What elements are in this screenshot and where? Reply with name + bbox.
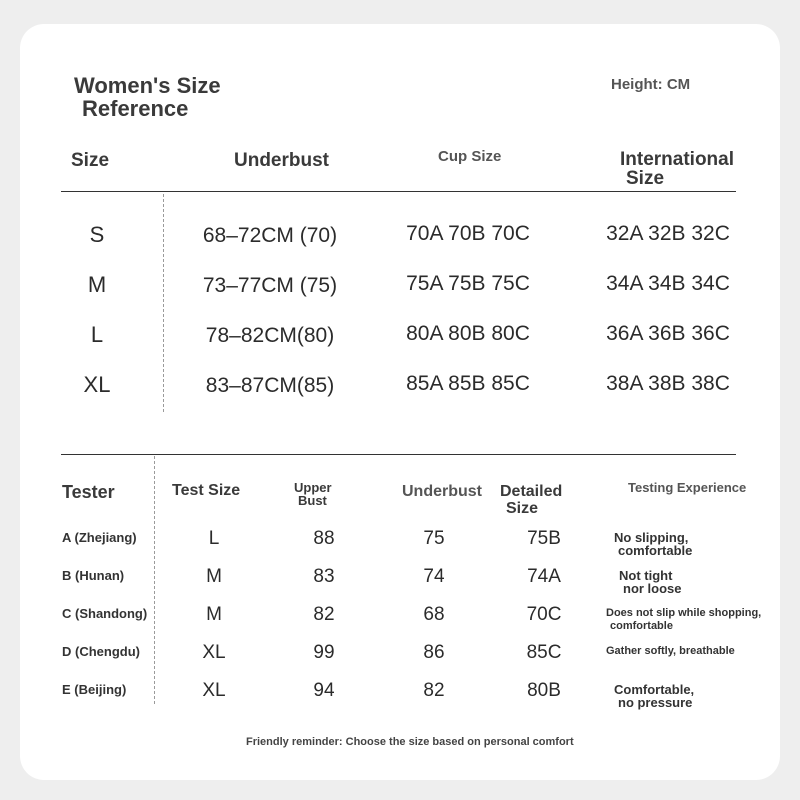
experience-line-1: Not tight xyxy=(619,568,673,583)
size-cell: S xyxy=(89,222,105,247)
underbust-cell: 68 xyxy=(423,604,445,625)
size-cell: XL xyxy=(83,372,111,397)
experience-line-2: no pressure xyxy=(618,695,693,710)
upper-bust-cell: 94 xyxy=(313,680,335,701)
header-detailed-line1: Detailed xyxy=(500,483,563,500)
size-column-separator xyxy=(163,194,164,412)
title-line-1: Women's Size xyxy=(74,73,221,98)
testing-experience-cell xyxy=(614,683,694,709)
testing-experience-cell xyxy=(619,569,682,595)
underbust-cell: 73–77CM (75) xyxy=(202,274,338,297)
underbust-cell: 68–72CM (70) xyxy=(202,224,338,247)
header-upper-line1: Upper xyxy=(294,480,332,495)
international-size-cell: 34A 34B 34C xyxy=(606,272,730,295)
testing-experience-cell xyxy=(606,607,761,633)
underbust-cell: 74 xyxy=(423,566,445,587)
underbust-cell: 83–87CM(85) xyxy=(205,374,335,397)
detailed-size-cell: 85C xyxy=(526,642,562,663)
upper-bust-cell: 99 xyxy=(313,642,335,663)
detailed-size-cell: 80B xyxy=(527,680,561,701)
header-international-line1: International xyxy=(620,149,735,170)
header-underbust: Underbust xyxy=(234,150,329,171)
test-size-cell: L xyxy=(208,528,220,549)
header-cup-size: Cup Size xyxy=(438,148,502,165)
detailed-size-cell: 74A xyxy=(527,566,561,587)
test-size-cell: XL xyxy=(202,680,226,701)
cup-size-cell: 85A 85B 85C xyxy=(406,372,530,395)
height-unit-note: Height: CM xyxy=(611,76,691,93)
underbust-cell: 82 xyxy=(423,680,445,701)
underbust-cell: 78–82CM(80) xyxy=(205,324,335,347)
title-line-2: Reference xyxy=(82,96,189,121)
experience-line-1: Comfortable, xyxy=(614,682,695,697)
experience-line-2: comfortable xyxy=(610,620,673,632)
header-detailed-size xyxy=(500,483,562,517)
tester-name: A (Zhejiang) xyxy=(62,530,137,545)
header-test-size: Test Size xyxy=(172,482,241,499)
experience-line-1: Does not slip while shopping, xyxy=(606,607,762,619)
upper-bust-cell: 82 xyxy=(313,604,335,625)
testing-experience-cell xyxy=(614,531,692,557)
tester-column-separator xyxy=(154,456,155,704)
header-upper-line2: Bust xyxy=(298,493,327,508)
header-international-size xyxy=(620,150,734,188)
experience-line-2: nor loose xyxy=(623,581,682,596)
header-tester: Tester xyxy=(62,482,115,502)
underbust-cell: 75 xyxy=(423,528,445,549)
international-size-cell: 32A 32B 32C xyxy=(606,222,730,245)
cup-size-cell: 75A 75B 75C xyxy=(406,272,530,295)
tester-table-divider xyxy=(61,454,736,455)
underbust-cell: 86 xyxy=(423,642,445,663)
experience-line-2: comfortable xyxy=(618,543,693,558)
header-size: Size xyxy=(71,150,110,171)
size-table-divider xyxy=(61,191,736,192)
size-cell: M xyxy=(87,272,107,297)
cup-size-cell: 80A 80B 80C xyxy=(406,322,530,345)
tester-name: C (Shandong) xyxy=(62,606,148,621)
header-underbust-tester: Underbust xyxy=(402,483,482,500)
experience-line-1: No slipping, xyxy=(614,530,689,545)
testing-experience-cell xyxy=(606,645,735,658)
detailed-size-cell: 75B xyxy=(527,528,561,549)
international-size-cell: 36A 36B 36C xyxy=(606,322,730,345)
header-testing-experience: Testing Experience xyxy=(628,480,747,495)
test-size-cell: XL xyxy=(202,642,226,663)
cup-size-cell: 70A 70B 70C xyxy=(406,222,530,245)
upper-bust-cell: 83 xyxy=(313,566,335,587)
tester-name: E (Beijing) xyxy=(62,682,127,697)
header-international-line2: Size xyxy=(626,168,665,189)
friendly-reminder: Friendly reminder: Choose the size based on personal comfort xyxy=(246,736,574,748)
header-detailed-line2: Size xyxy=(506,500,539,517)
page-title xyxy=(74,74,221,120)
upper-bust-cell: 88 xyxy=(313,528,335,549)
detailed-size-cell: 70C xyxy=(526,604,562,625)
test-size-cell: M xyxy=(206,566,222,587)
header-upper-bust xyxy=(294,481,332,507)
international-size-cell: 38A 38B 38C xyxy=(606,372,730,395)
experience-line-1: Gather softly, breathable xyxy=(606,645,735,657)
tester-name: B (Hunan) xyxy=(62,568,125,583)
test-size-cell: M xyxy=(206,604,222,625)
size-chart-card xyxy=(20,24,780,780)
tester-name: D (Chengdu) xyxy=(62,644,140,659)
size-cell: L xyxy=(90,322,104,347)
